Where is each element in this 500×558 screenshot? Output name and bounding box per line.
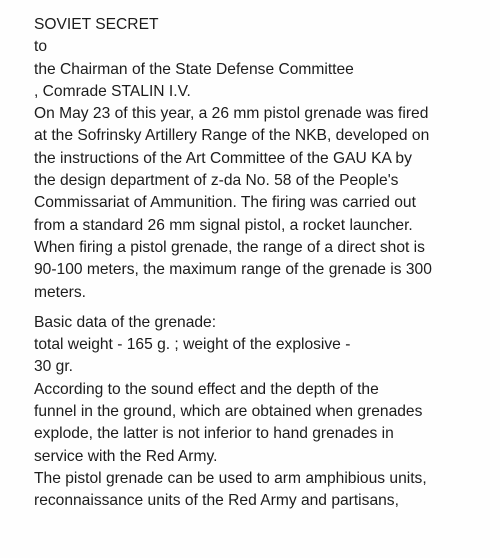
to-line: to bbox=[34, 38, 48, 56]
paragraph-2-line: According to the sound effect and the depth of the bbox=[34, 380, 379, 398]
paragraph-1-line: When firing a pistol grenade, the range of a direct shot is bbox=[34, 238, 425, 256]
paragraph-2-line: 30 gr. bbox=[34, 358, 74, 376]
paragraph-2-line: funnel in the ground, which are obtained when grenades bbox=[34, 403, 423, 421]
paragraph-2-line: Basic data of the grenade: bbox=[34, 313, 217, 331]
paragraph-1-line: On May 23 of this year, a 26 mm pistol grenade was fired bbox=[34, 105, 429, 123]
paragraph-2-line: total weight - 165 g. ; weight of the explosive - bbox=[34, 336, 351, 354]
paragraph-1-line: meters. bbox=[34, 283, 86, 301]
recipient-name-line: , Comrade STALIN I.V. bbox=[34, 82, 191, 100]
classification-line: SOVIET SECRET bbox=[34, 16, 159, 33]
paragraph-1-line: Commissariat of Ammunition. The firing was carried out bbox=[34, 194, 416, 212]
paragraph-2-line: explode, the latter is not inferior to hand grenades in bbox=[34, 425, 394, 443]
paragraph-1-line: from a standard 26 mm signal pistol, a rocket launcher. bbox=[34, 216, 413, 234]
paragraph-1-line: 90-100 meters, the maximum range of the grenade is 300 bbox=[34, 261, 432, 279]
recipient-title-line: the Chairman of the State Defense Committee bbox=[34, 60, 354, 78]
document-text bbox=[34, 14, 494, 513]
paragraph-1-line: at the Sofrinsky Artillery Range of the NKB, developed on bbox=[34, 127, 430, 145]
paragraph-1-line: the design department of z-da No. 58 of the People's bbox=[34, 172, 399, 190]
paragraph-2-line: The pistol grenade can be used to arm amphibious units, bbox=[34, 469, 427, 487]
paragraph-1-line: the instructions of the Art Committee of the GAU KA by bbox=[34, 149, 412, 167]
paragraph-2-line: reconnaissance units of the Red Army and partisans, bbox=[34, 492, 399, 510]
paragraph-2-line: service with the Red Army. bbox=[34, 447, 218, 465]
paragraph-gap bbox=[34, 304, 494, 312]
